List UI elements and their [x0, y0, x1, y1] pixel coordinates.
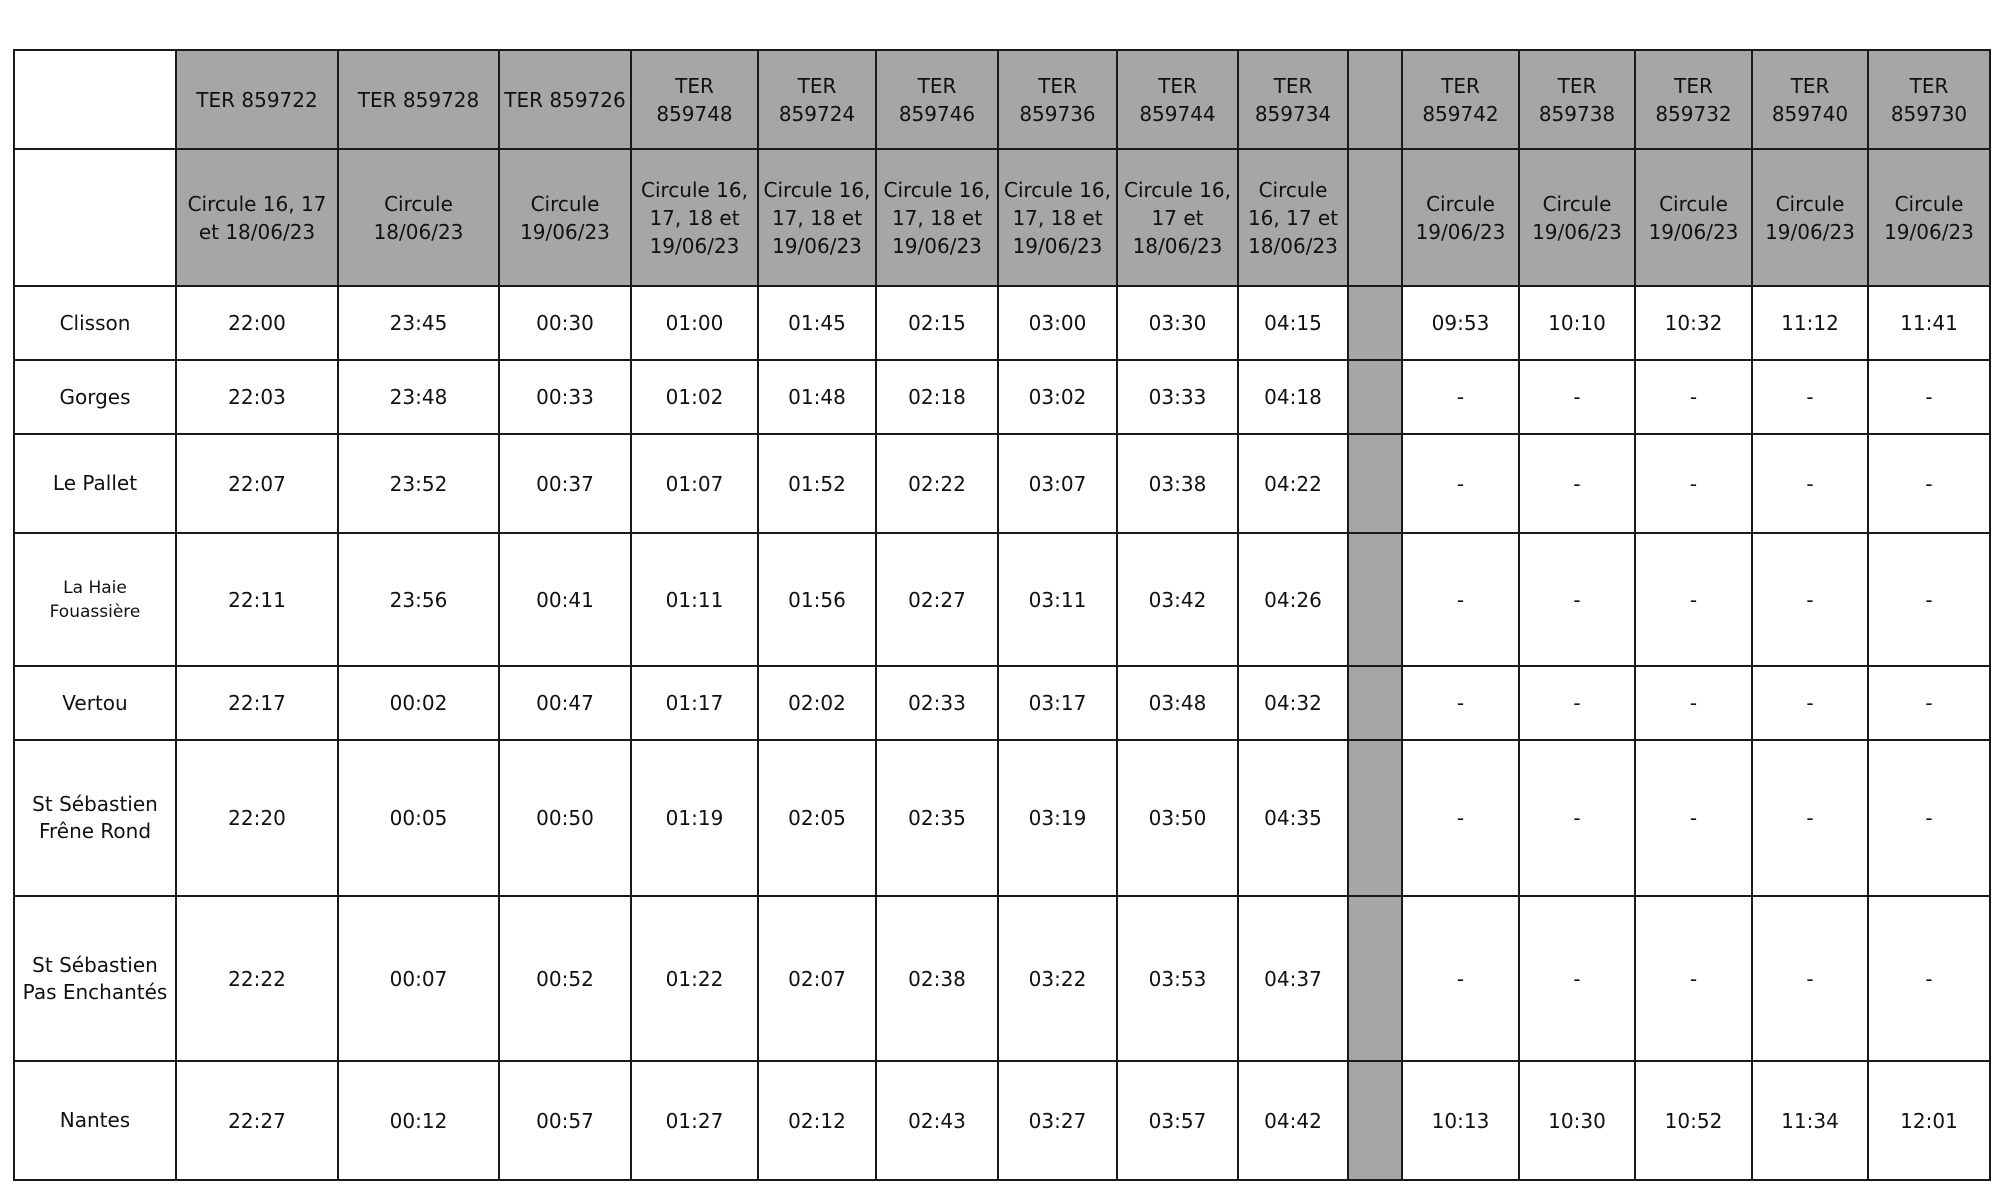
- train-circulation-note: Circule 16, 17, 18 et 19/06/23: [876, 149, 998, 286]
- departure-time: 04:35: [1238, 740, 1348, 896]
- departure-time: 03:57: [1117, 1061, 1238, 1180]
- departure-time: 01:11: [631, 533, 758, 666]
- departure-time: 01:27: [631, 1061, 758, 1180]
- departure-time: 23:48: [338, 360, 499, 434]
- departure-time: 22:07: [176, 434, 338, 533]
- train-number: TER 859748: [631, 50, 758, 149]
- train-number: TER 859728: [338, 50, 499, 149]
- departure-time: 03:27: [998, 1061, 1117, 1180]
- train-number: TER 859726: [499, 50, 631, 149]
- station-row: [14, 666, 1990, 740]
- departure-time: 00:47: [499, 666, 631, 740]
- departure-time: 22:27: [176, 1061, 338, 1180]
- departure-time: 00:07: [338, 896, 499, 1061]
- departure-time: 00:05: [338, 740, 499, 896]
- departure-time: 02:02: [758, 666, 876, 740]
- departure-time: -: [1752, 666, 1868, 740]
- departure-time: 03:07: [998, 434, 1117, 533]
- departure-time: 02:07: [758, 896, 876, 1061]
- departure-time: -: [1868, 533, 1990, 666]
- departure-time: -: [1868, 360, 1990, 434]
- departure-time: 04:26: [1238, 533, 1348, 666]
- departure-time: 00:57: [499, 1061, 631, 1180]
- departure-time: 04:22: [1238, 434, 1348, 533]
- separator-column: [1348, 666, 1402, 740]
- station-name: Gorges: [14, 360, 176, 434]
- station-row: [14, 1061, 1990, 1180]
- separator-column: [1348, 360, 1402, 434]
- station-row: [14, 533, 1990, 666]
- departure-time: 03:17: [998, 666, 1117, 740]
- train-circulation-note: Circule 19/06/23: [1402, 149, 1519, 286]
- train-number: TER 859732: [1635, 50, 1752, 149]
- header-corner-blank: [14, 149, 176, 286]
- departure-time: 03:42: [1117, 533, 1238, 666]
- departure-time: 10:13: [1402, 1061, 1519, 1180]
- header-corner-blank: [14, 50, 176, 149]
- station-name: La Haie Fouassière: [14, 533, 176, 666]
- separator-column: [1348, 434, 1402, 533]
- departure-time: 02:33: [876, 666, 998, 740]
- departure-time: 03:38: [1117, 434, 1238, 533]
- departure-time: 02:15: [876, 286, 998, 360]
- train-number: TER 859736: [998, 50, 1117, 149]
- train-note-row: [14, 149, 1990, 286]
- train-circulation-note: Circule 16, 17 et 18/06/23: [176, 149, 338, 286]
- departure-time: 01:48: [758, 360, 876, 434]
- departure-time: 22:03: [176, 360, 338, 434]
- departure-time: -: [1752, 533, 1868, 666]
- departure-time: 02:43: [876, 1061, 998, 1180]
- departure-time: -: [1868, 434, 1990, 533]
- departure-time: 10:30: [1519, 1061, 1635, 1180]
- departure-time: 03:30: [1117, 286, 1238, 360]
- train-number-row: [14, 50, 1990, 149]
- separator-column: [1348, 533, 1402, 666]
- separator-column: [1348, 896, 1402, 1061]
- departure-time: 00:37: [499, 434, 631, 533]
- train-number: TER 859738: [1519, 50, 1635, 149]
- departure-time: 00:41: [499, 533, 631, 666]
- departure-time: -: [1402, 740, 1519, 896]
- train-circulation-note: Circule 16, 17 et 18/06/23: [1238, 149, 1348, 286]
- train-circulation-note: Circule 16, 17, 18 et 19/06/23: [998, 149, 1117, 286]
- departure-time: 00:12: [338, 1061, 499, 1180]
- train-circulation-note: Circule 19/06/23: [1635, 149, 1752, 286]
- departure-time: -: [1868, 896, 1990, 1061]
- train-circulation-note: Circule 19/06/23: [1868, 149, 1990, 286]
- departure-time: -: [1402, 360, 1519, 434]
- departure-time: 04:37: [1238, 896, 1348, 1061]
- departure-time: -: [1519, 740, 1635, 896]
- departure-time: 11:12: [1752, 286, 1868, 360]
- departure-time: -: [1402, 533, 1519, 666]
- departure-time: -: [1635, 740, 1752, 896]
- station-name: Clisson: [14, 286, 176, 360]
- departure-time: 23:56: [338, 533, 499, 666]
- departure-time: 04:15: [1238, 286, 1348, 360]
- departure-time: 22:17: [176, 666, 338, 740]
- departure-time: 01:22: [631, 896, 758, 1061]
- station-name: Le Pallet: [14, 434, 176, 533]
- departure-time: 03:50: [1117, 740, 1238, 896]
- departure-time: 03:53: [1117, 896, 1238, 1061]
- departure-time: -: [1752, 360, 1868, 434]
- train-circulation-note: Circule 19/06/23: [1752, 149, 1868, 286]
- departure-time: 10:32: [1635, 286, 1752, 360]
- station-row: [14, 896, 1990, 1061]
- departure-time: 02:18: [876, 360, 998, 434]
- train-number: TER 859724: [758, 50, 876, 149]
- departure-time: 03:00: [998, 286, 1117, 360]
- train-circulation-note: Circule 16, 17, 18 et 19/06/23: [758, 149, 876, 286]
- departure-time: 01:56: [758, 533, 876, 666]
- separator-column: [1348, 286, 1402, 360]
- departure-time: -: [1402, 434, 1519, 533]
- timetable-body: [14, 286, 1990, 1180]
- departure-time: 11:41: [1868, 286, 1990, 360]
- departure-time: 11:34: [1752, 1061, 1868, 1180]
- departure-time: 10:52: [1635, 1061, 1752, 1180]
- train-circulation-note: Circule 16, 17 et 18/06/23: [1117, 149, 1238, 286]
- departure-time: -: [1635, 360, 1752, 434]
- departure-time: 02:12: [758, 1061, 876, 1180]
- train-circulation-note: Circule 19/06/23: [499, 149, 631, 286]
- separator-column: [1348, 740, 1402, 896]
- departure-time: 03:48: [1117, 666, 1238, 740]
- departure-time: -: [1752, 434, 1868, 533]
- departure-time: 10:10: [1519, 286, 1635, 360]
- departure-time: -: [1868, 666, 1990, 740]
- departure-time: 03:22: [998, 896, 1117, 1061]
- departure-time: 01:45: [758, 286, 876, 360]
- departure-time: 00:33: [499, 360, 631, 434]
- station-name: Nantes: [14, 1061, 176, 1180]
- train-number: TER 859740: [1752, 50, 1868, 149]
- departure-time: 01:00: [631, 286, 758, 360]
- departure-time: 23:52: [338, 434, 499, 533]
- station-name: St Sébastien Pas Enchantés: [14, 896, 176, 1061]
- departure-time: 04:18: [1238, 360, 1348, 434]
- departure-time: 22:11: [176, 533, 338, 666]
- train-number: TER 859744: [1117, 50, 1238, 149]
- departure-time: 02:35: [876, 740, 998, 896]
- separator-column: [1348, 50, 1402, 149]
- departure-time: 01:07: [631, 434, 758, 533]
- departure-time: 02:27: [876, 533, 998, 666]
- departure-time: -: [1519, 360, 1635, 434]
- departure-time: 03:11: [998, 533, 1117, 666]
- departure-time: 00:50: [499, 740, 631, 896]
- station-row: [14, 740, 1990, 896]
- departure-time: 03:19: [998, 740, 1117, 896]
- departure-time: 03:33: [1117, 360, 1238, 434]
- train-number: TER 859730: [1868, 50, 1990, 149]
- departure-time: -: [1402, 666, 1519, 740]
- station-name: St Sébastien Frêne Rond: [14, 740, 176, 896]
- departure-time: -: [1402, 896, 1519, 1061]
- departure-time: -: [1635, 896, 1752, 1061]
- train-number: TER 859734: [1238, 50, 1348, 149]
- departure-time: 00:52: [499, 896, 631, 1061]
- departure-time: 22:22: [176, 896, 338, 1061]
- departure-time: -: [1868, 740, 1990, 896]
- departure-time: -: [1635, 533, 1752, 666]
- departure-time: 04:42: [1238, 1061, 1348, 1180]
- departure-time: -: [1519, 666, 1635, 740]
- departure-time: -: [1752, 896, 1868, 1061]
- station-row: [14, 360, 1990, 434]
- station-row: [14, 434, 1990, 533]
- departure-time: -: [1752, 740, 1868, 896]
- train-circulation-note: Circule 19/06/23: [1519, 149, 1635, 286]
- departure-time: -: [1635, 666, 1752, 740]
- departure-time: 22:20: [176, 740, 338, 896]
- separator-column: [1348, 149, 1402, 286]
- departure-time: 01:52: [758, 434, 876, 533]
- departure-time: -: [1519, 533, 1635, 666]
- departure-time: 02:38: [876, 896, 998, 1061]
- timetable: [13, 49, 1991, 1181]
- departure-time: 22:00: [176, 286, 338, 360]
- train-circulation-note: Circule 18/06/23: [338, 149, 499, 286]
- train-circulation-note: Circule 16, 17, 18 et 19/06/23: [631, 149, 758, 286]
- train-number: TER 859746: [876, 50, 998, 149]
- departure-time: 01:17: [631, 666, 758, 740]
- departure-time: 00:02: [338, 666, 499, 740]
- departure-time: -: [1519, 434, 1635, 533]
- departure-time: 01:02: [631, 360, 758, 434]
- train-number: TER 859742: [1402, 50, 1519, 149]
- departure-time: -: [1519, 896, 1635, 1061]
- departure-time: -: [1635, 434, 1752, 533]
- station-row: [14, 286, 1990, 360]
- train-number: TER 859722: [176, 50, 338, 149]
- separator-column: [1348, 1061, 1402, 1180]
- departure-time: 03:02: [998, 360, 1117, 434]
- departure-time: 02:05: [758, 740, 876, 896]
- departure-time: 23:45: [338, 286, 499, 360]
- departure-time: 00:30: [499, 286, 631, 360]
- departure-time: 02:22: [876, 434, 998, 533]
- departure-time: 01:19: [631, 740, 758, 896]
- departure-time: 12:01: [1868, 1061, 1990, 1180]
- departure-time: 09:53: [1402, 286, 1519, 360]
- station-name: Vertou: [14, 666, 176, 740]
- departure-time: 04:32: [1238, 666, 1348, 740]
